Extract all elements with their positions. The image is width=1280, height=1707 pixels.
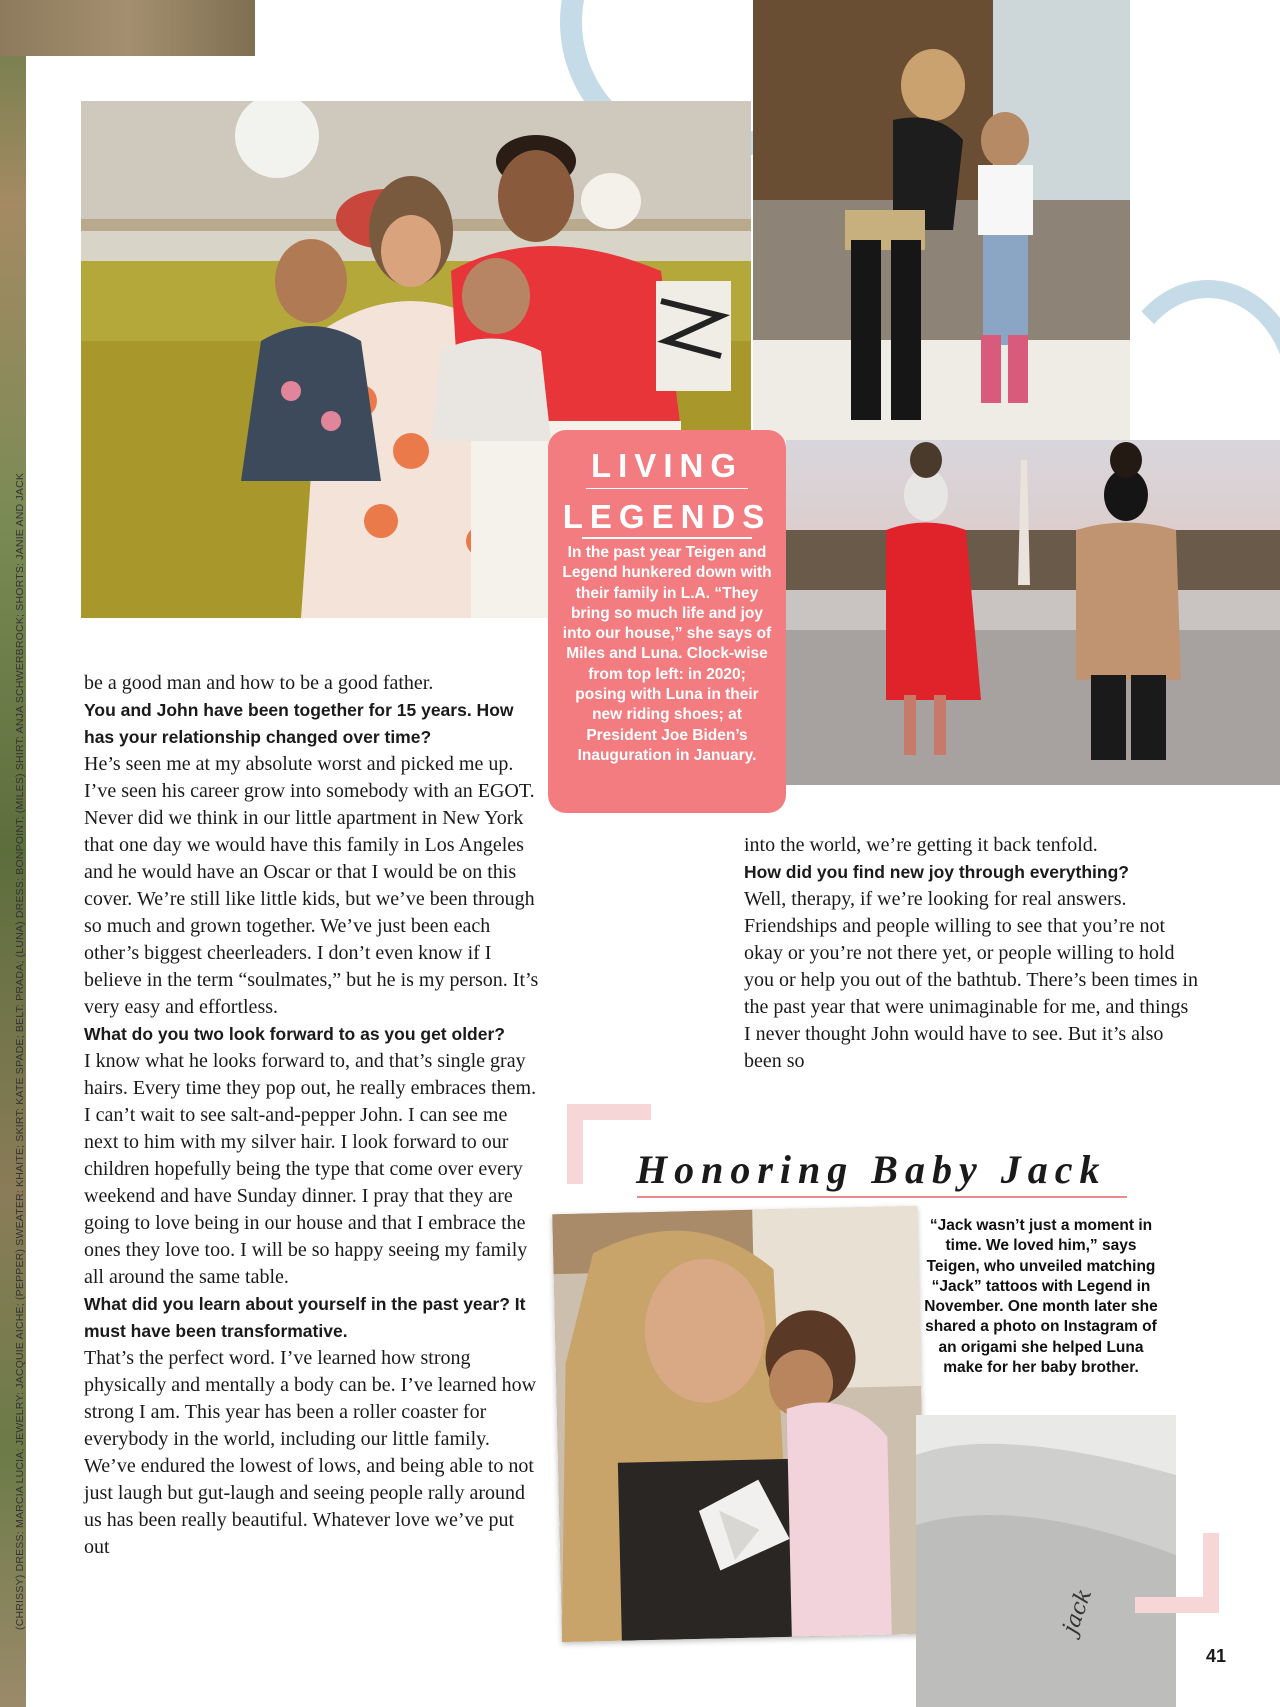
top-edge-photo-patch <box>0 0 255 56</box>
bottom-right-corner-bracket <box>1135 1533 1219 1613</box>
answer-paragraph: That’s the perfect word. I’ve learned how strong physically and mentally a body can be. I’ve learned how strong I am. This year has been a roller coaster for everybody in the world, including our little family. We’ve endured the lowest of lows, and being able to not just laugh but gut-laugh and seeing people rally around us has been really beautiful. Whatever love we’ve put out <box>84 1347 537 1558</box>
right-article-column <box>744 832 1199 1075</box>
sidebar-rule-top <box>586 488 748 489</box>
answer-paragraph: I know what he looks forward to, and that’s single gray hairs. Every time they pop out, he really embraces them. I can’t wait to see salt-and-pepper John. I can see me next to him with my silver hair. I look forward to our children hopefully being the type that come over every weekend and have Sunday dinner. I pray that they are going to love being in our house and that I embrace the ones they love too. I will be so happy seeing my family all around the same table. <box>84 1050 537 1288</box>
sidebar-caption: In the past year Teigen and Legend hunkered down with their family in L.A. “They bring so much life and joy into our house,” she says of Miles and Luna. Clock-wise from top left: in 2020; posing with Luna in their new riding shoes; at President Joe Biden’s Inauguration in January. <box>562 544 772 764</box>
answer-paragraph: into the world, we’re getting it back tenfold. <box>744 834 1098 856</box>
photo-credits-text: (CHRISSY) DRESS: MARCIA LUCIA; JEWELRY: JACQUIE AICHE; (PEPPER) SWEATER: KHAITE; SKIRT: KATE SPADE; BELT: PRADA; (LUNA) DRESS: BONPOINT; (MILES) SHIRT: ANJA SCHWERBROCK; SHORTS: JANIE AND JACK <box>14 472 26 1630</box>
honoring-caption: “Jack wasn’t just a moment in time. We loved him,” says Teigen, who unveiled matching “Jack” tattoos with Legend in November. One month later she shared a photo on Instagram of an origami she helped Luna make for her baby brother. <box>924 1217 1158 1377</box>
question-paragraph: You and John have been together for 15 years. How has your relationship changed over time? <box>84 700 514 747</box>
honoring-title: Honoring Baby Jack <box>636 1147 1107 1192</box>
inauguration-photo <box>786 440 1280 785</box>
sidebar-title-line1: LIVING <box>590 447 743 484</box>
tattoo-script: jack <box>1058 1585 1098 1638</box>
left-article-column <box>84 670 539 1561</box>
living-legends-sidebar <box>548 430 786 813</box>
answer-paragraph: Well, therapy, if we’re looking for real answers. Friendships and people willing to see that you’re not okay or you’re not there yet, or people willing to hold you or help you out of the bathtub. There’s been times in the past year that were unimaginable for me, and things I never thought John would have to see. But it’s also been so <box>744 888 1198 1072</box>
answer-paragraph: He’s seen me at my absolute worst and picked me up. I’ve seen his career grow into somebody with an EGOT. Never did we think in our little apartment in New York that one day we would have this family in Los Angeles and he would have an Oscar or that I would be on this cover. We’re still like little kids, but we’ve been through so much and grown together. We’ve just been each other’s biggest cheerleaders. I don’t even know if I believe in the term “soulmates,” but he is my person. It’s very easy and effortless. <box>84 753 539 1018</box>
question-paragraph: How did you find new joy through everything? <box>744 862 1129 882</box>
riding-shoes-photo <box>753 0 1130 440</box>
photo-credits <box>8 472 38 1630</box>
question-paragraph: What do you two look forward to as you get older? <box>84 1024 505 1044</box>
honoring-title-rule <box>637 1196 1127 1198</box>
page-number: 41 <box>1206 1646 1227 1666</box>
sidebar-title-line2: LEGENDS <box>562 498 772 535</box>
answer-paragraph: be a good man and how to be a good father. <box>84 672 434 694</box>
question-paragraph: What did you learn about yourself in the past year? It must have been transformative. <box>84 1294 526 1341</box>
origami-photo <box>552 1206 927 1642</box>
sidebar-rule-bottom <box>582 537 752 539</box>
